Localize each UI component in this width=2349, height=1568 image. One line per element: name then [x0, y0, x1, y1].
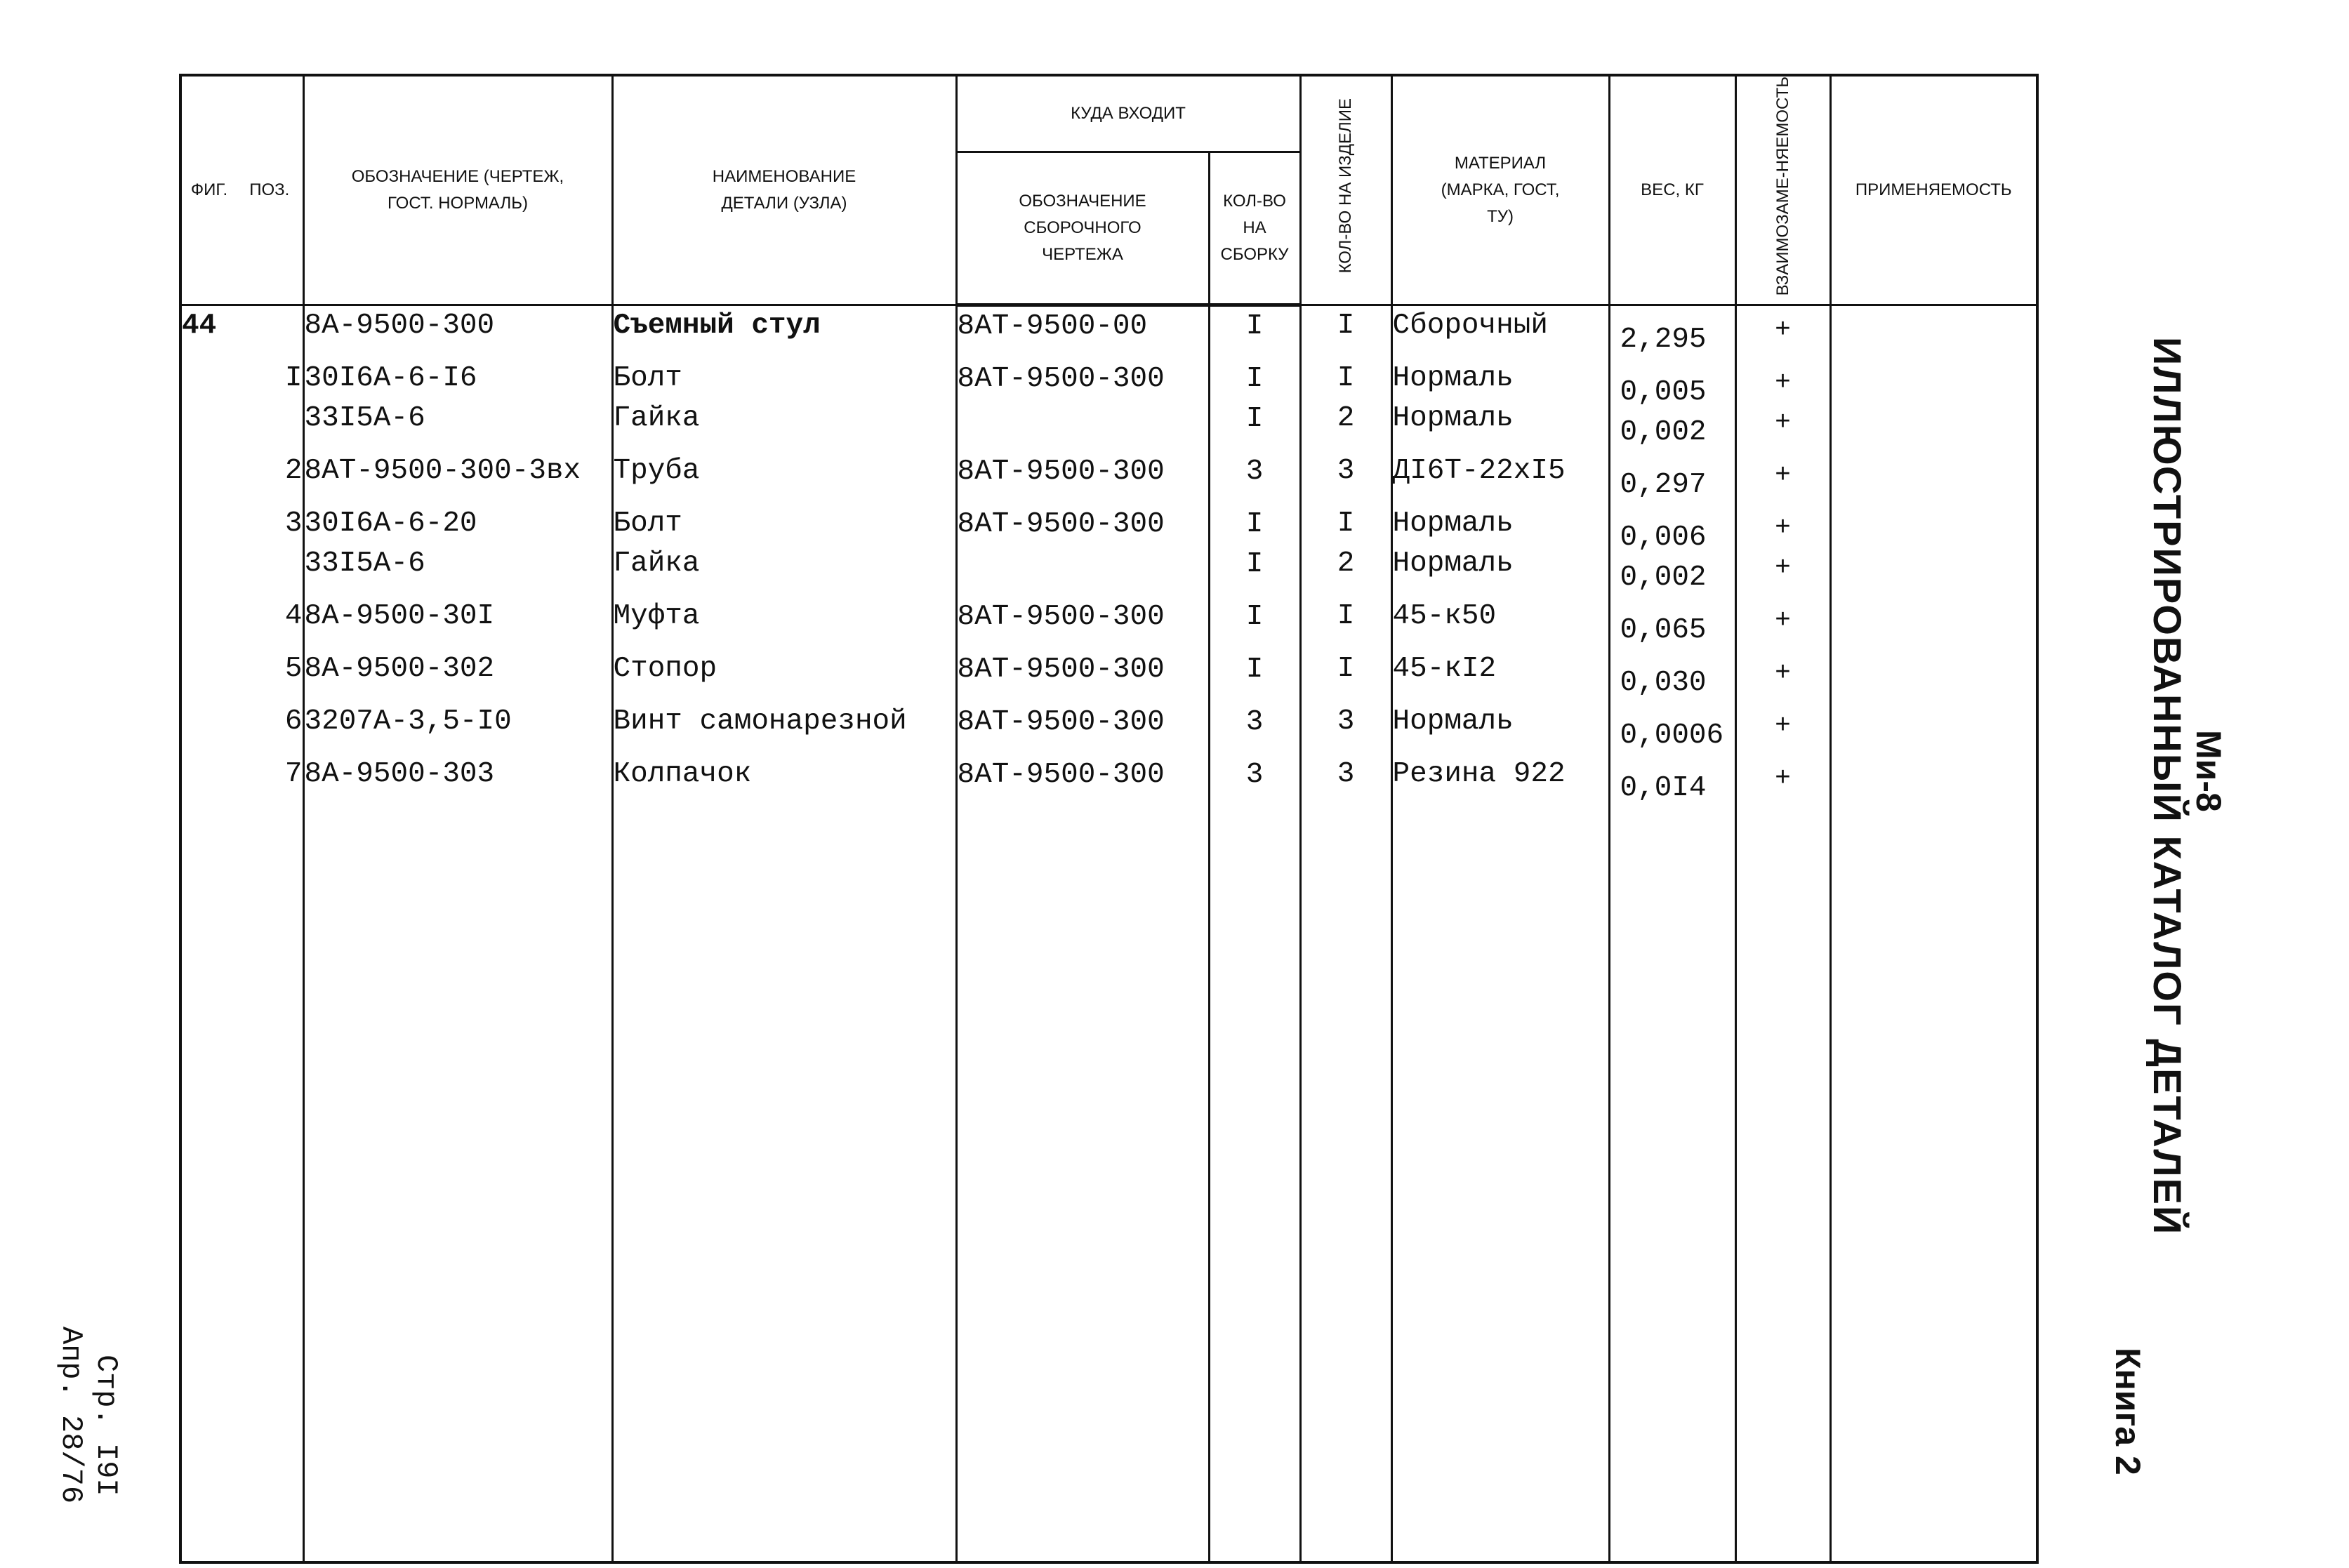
- cell-name: Муфта: [613, 600, 700, 633]
- cell-pos: 4: [284, 600, 303, 633]
- cell-pos: [237, 399, 303, 439]
- cell-name: Винт самонарезной: [613, 705, 907, 738]
- col-weight: [1609, 305, 1735, 1562]
- cell-qty-product: I: [1337, 310, 1355, 343]
- cell-weight: 0,0006: [1620, 719, 1724, 752]
- cell-designation: 30I6А-6-I6: [304, 362, 477, 395]
- cell-name: Болт: [613, 362, 682, 395]
- cell-interchangeability: +: [1775, 762, 1791, 792]
- header-qty-product: КОЛ-ВО НА ИЗДЕЛИЕ: [1300, 75, 1391, 305]
- cell-interchangeability: +: [1775, 314, 1791, 344]
- cell-pos: 6: [284, 705, 303, 738]
- table-body: [180, 305, 2037, 1562]
- cell-assembly: 8АТ-9500-300: [957, 456, 1165, 489]
- cell-name: Стопор: [613, 653, 717, 686]
- cell-qty-product: I: [1337, 653, 1355, 686]
- cell-qty-assembly: I: [1245, 601, 1264, 634]
- cell-material: Резина 922: [1392, 758, 1566, 791]
- cell-material: Нормаль: [1392, 507, 1514, 540]
- col-applicability: [1830, 305, 2037, 1562]
- cell-name: Колпачок: [613, 758, 752, 791]
- cell-weight: 0,002: [1620, 416, 1707, 449]
- cell-interchangeability: +: [1775, 657, 1791, 687]
- cell-assembly: 8АТ-9500-300: [957, 601, 1165, 634]
- header-interchangeability: ВЗАИМОЗАМЕ-НЯЕМОСТЬ: [1735, 75, 1830, 305]
- cell-assembly: [958, 545, 1208, 585]
- header-pos: ПОЗ.: [237, 75, 303, 305]
- cell-designation: 8А-9500-303: [304, 758, 495, 791]
- cell-qty-assembly: 3: [1245, 706, 1264, 739]
- cell-material: Нормаль: [1392, 402, 1514, 435]
- col-qty-assembly: [1209, 305, 1300, 1562]
- cell-assembly: 8АТ-9500-300: [957, 706, 1165, 739]
- parts-table: [179, 74, 2039, 1564]
- col-interchangeability: [1735, 305, 1830, 1562]
- cell-designation: 8А-9500-30I: [304, 600, 495, 633]
- revision-date: Апр. 28/76: [54, 1327, 88, 1504]
- cell-pos: 7: [284, 758, 303, 791]
- cell-material: 45-кI2: [1392, 653, 1497, 686]
- catalog-title: ИЛЛЮСТРИРОВАННЫЙ КАТАЛОГ ДЕТАЛЕЙ: [2145, 337, 2190, 1236]
- page-number: Стр. I9I: [89, 1355, 123, 1496]
- cell-qty-product: 3: [1337, 455, 1355, 488]
- cell-name: Болт: [613, 507, 682, 540]
- cell-name: Съемный стул: [613, 310, 821, 343]
- aircraft-model: Ми-8: [2189, 730, 2228, 812]
- cell-designation: 30I6А-6-20: [304, 507, 477, 540]
- cell-qty-product: 2: [1337, 547, 1355, 580]
- cell-pos: [237, 306, 303, 346]
- cell-interchangeability: +: [1775, 710, 1791, 740]
- cell-qty-assembly: I: [1245, 310, 1264, 343]
- header-enters: КУДА ВХОДИТ: [956, 75, 1300, 152]
- cell-interchangeability: +: [1775, 604, 1791, 634]
- cell-material: 45-к50: [1392, 600, 1497, 633]
- cell-qty-assembly: 3: [1245, 456, 1264, 489]
- cell-qty-product: I: [1337, 600, 1355, 633]
- header-row-1: [180, 75, 2037, 152]
- col-assembly: [956, 305, 1209, 1562]
- cell-weight: 0,030: [1620, 667, 1707, 700]
- cell-qty-assembly: I: [1245, 403, 1264, 436]
- cell-qty-product: 3: [1337, 758, 1355, 791]
- cell-assembly: 8АТ-9500-300: [957, 363, 1165, 396]
- cell-qty-assembly: I: [1245, 508, 1264, 541]
- cell-interchangeability: +: [1775, 552, 1791, 582]
- cell-pos: I: [284, 362, 303, 395]
- cell-weight: 0,002: [1620, 562, 1707, 594]
- cell-designation: 8А-9500-302: [304, 653, 495, 686]
- cell-assembly: [958, 399, 1208, 439]
- cell-pos: [237, 544, 303, 584]
- cell-material: Сборочный: [1392, 310, 1548, 343]
- cell-designation: 33I5А-6: [304, 402, 425, 435]
- header-designation: ОБОЗНАЧЕНИЕ (ЧЕРТЕЖ, ГОСТ. НОРМАЛЬ): [303, 75, 612, 305]
- col-name: [612, 305, 956, 1562]
- col-qty-product: [1300, 305, 1391, 1562]
- header-material: МАТЕРИАЛ (МАРКА, ГОСТ, ТУ): [1391, 75, 1609, 305]
- cell-interchangeability: +: [1775, 512, 1791, 542]
- header-weight: ВЕС, КГ: [1609, 75, 1735, 305]
- cell-weight: 2,295: [1620, 324, 1707, 357]
- cell-interchangeability: +: [1775, 406, 1791, 437]
- cell-designation: 8А-9500-300: [304, 310, 495, 343]
- cell-assembly: 8АТ-9500-00: [957, 310, 1148, 343]
- cell-qty-assembly: I: [1245, 653, 1264, 686]
- cell-qty-product: I: [1337, 507, 1355, 540]
- cell-assembly: 8АТ-9500-300: [957, 508, 1165, 541]
- cell-qty-product: I: [1337, 362, 1355, 395]
- cell-fig: 44: [182, 310, 217, 343]
- cell-qty-assembly: I: [1245, 548, 1264, 581]
- cell-name: Гайка: [613, 547, 700, 580]
- cell-qty-product: 2: [1337, 402, 1355, 435]
- cell-name: Гайка: [613, 402, 700, 435]
- cell-designation: 8АТ-9500-300-3вх: [304, 455, 581, 488]
- cell-weight: 0,006: [1620, 521, 1707, 554]
- col-fig: [180, 305, 237, 1562]
- cell-assembly: 8АТ-9500-300: [957, 653, 1165, 686]
- header-fig: ФИГ.: [180, 75, 237, 305]
- cell-material: Нормаль: [1392, 362, 1514, 395]
- header-name: НАИМЕНОВАНИЕ ДЕТАЛИ (УЗЛА): [612, 75, 956, 305]
- book-number: Книга 2: [2108, 1348, 2148, 1475]
- cell-pos: 3: [284, 507, 303, 540]
- cell-pos: 2: [284, 455, 303, 488]
- header-assembly-designation: ОБОЗНАЧЕНИЕ СБОРОЧНОГО ЧЕРТЕЖА: [956, 152, 1209, 305]
- header-applicability: ПРИМЕНЯЕМОСТЬ: [1830, 75, 2037, 305]
- col-pos: [237, 305, 303, 1562]
- cell-weight: 0,065: [1620, 614, 1707, 647]
- cell-qty-assembly: I: [1245, 363, 1264, 396]
- cell-weight: 0,0I4: [1620, 772, 1707, 805]
- cell-pos: 5: [284, 653, 303, 686]
- col-designation: [303, 305, 612, 1562]
- cell-weight: 0,005: [1620, 376, 1707, 409]
- cell-name: Труба: [613, 455, 700, 488]
- cell-interchangeability: +: [1775, 366, 1791, 397]
- cell-designation: 3207А-3,5-I0: [304, 705, 512, 738]
- cell-qty-product: 3: [1337, 705, 1355, 738]
- cell-interchangeability: +: [1775, 459, 1791, 489]
- cell-designation: 33I5А-6: [304, 547, 425, 580]
- cell-material: ДI6Т-22хI5: [1392, 455, 1566, 488]
- cell-assembly: 8АТ-9500-300: [957, 759, 1165, 792]
- cell-weight: 0,297: [1620, 469, 1707, 502]
- cell-material: Нормаль: [1392, 705, 1514, 738]
- cell-material: Нормаль: [1392, 547, 1514, 580]
- cell-qty-assembly: 3: [1245, 759, 1264, 792]
- header-qty-assembly: КОЛ-ВО НА СБОРКУ: [1209, 152, 1300, 305]
- col-material: [1391, 305, 1609, 1562]
